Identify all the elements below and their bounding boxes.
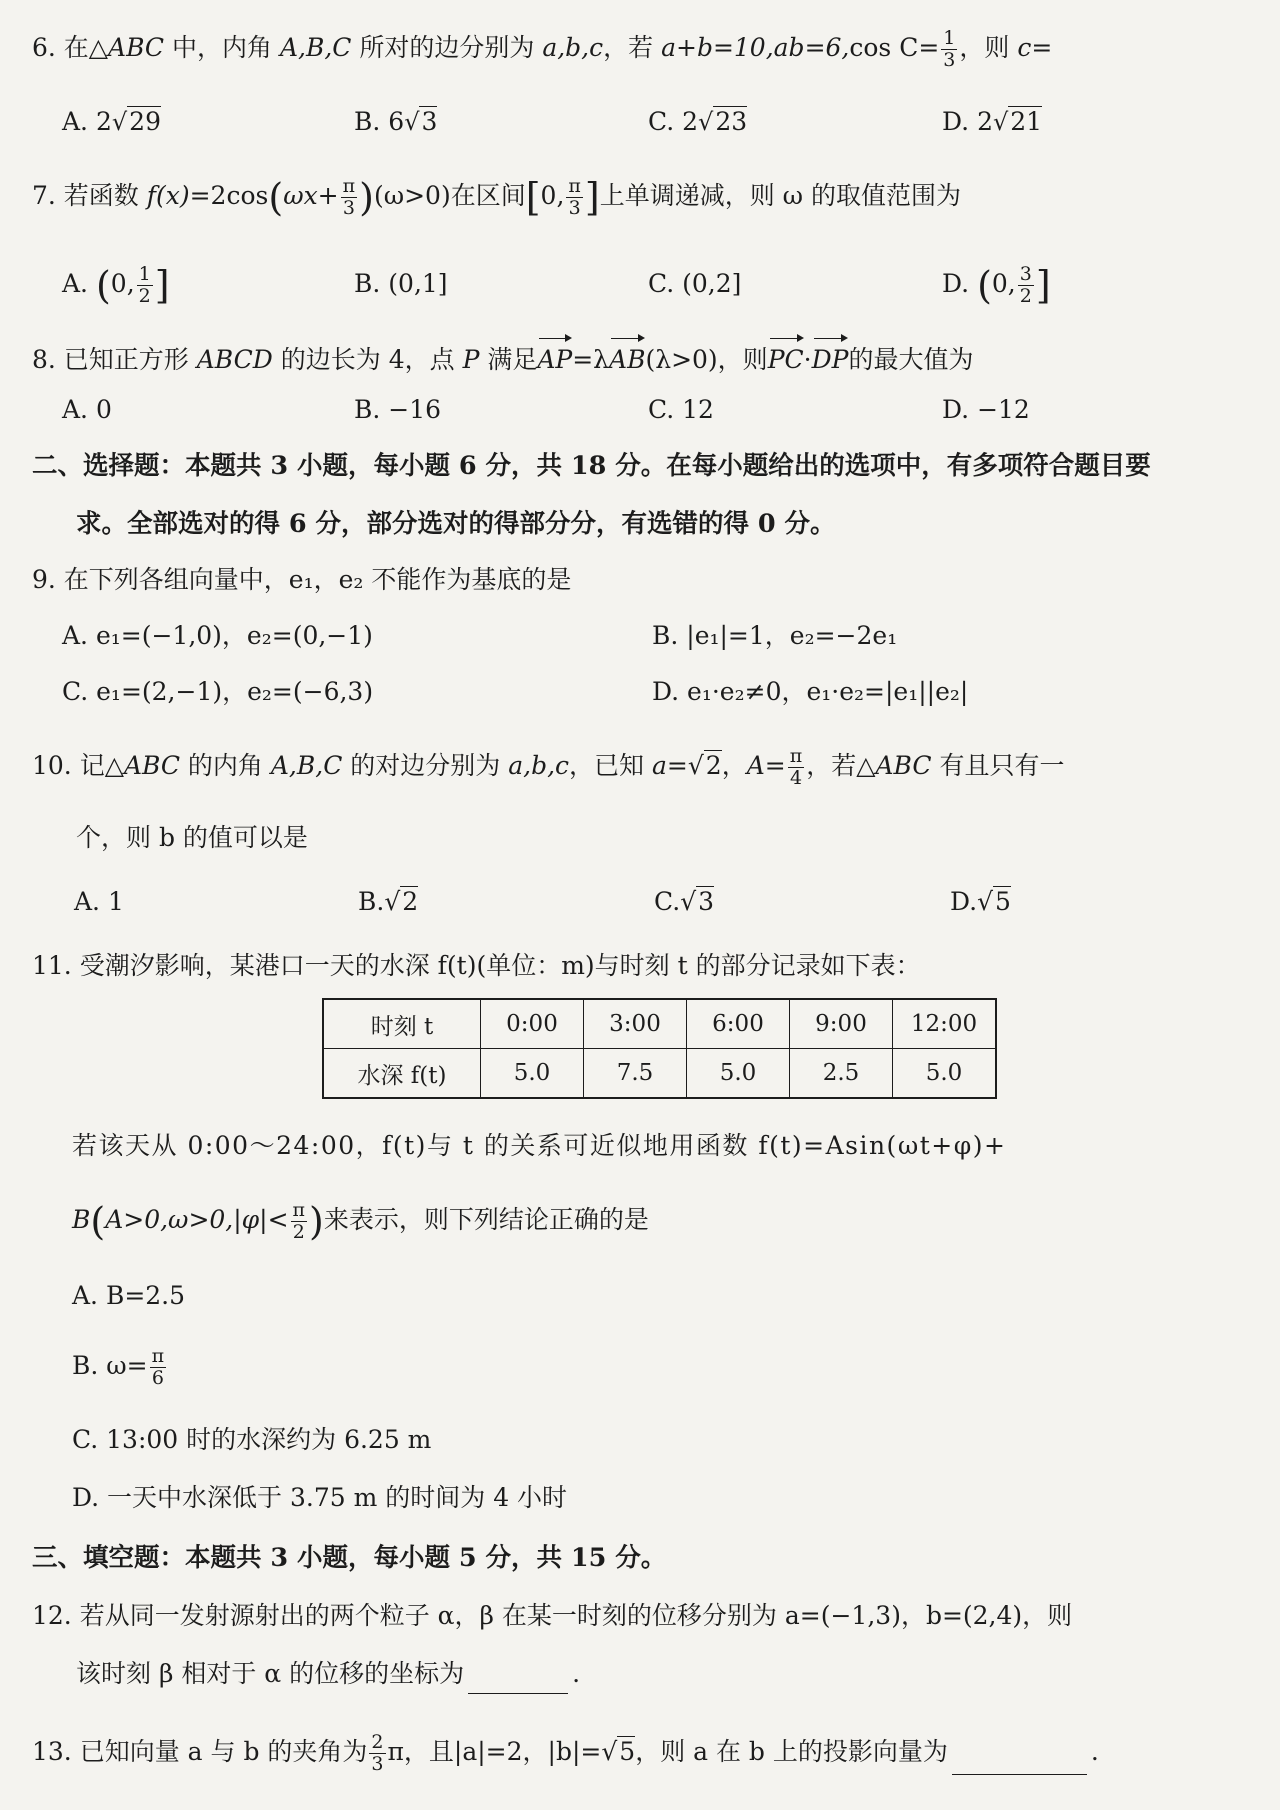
q7-text: 在区间	[450, 181, 526, 210]
q11-condition-line1: 若该天从 0:00～24:00，f(t)与 t 的关系可近似地用函数 f(t)=Asin(ωt+φ)+	[72, 1131, 1007, 1160]
q7-interval-fraction: $\frac{\pi}{3}$	[568, 175, 581, 219]
q8-option-d[interactable]: D. −12	[942, 395, 1030, 424]
q7-option-c[interactable]: C. (0,2]	[648, 269, 742, 298]
q12-stem-line2: 该时刻 β 相对于 α 的位移的坐标为 .	[76, 1654, 1248, 1694]
table-cell: 6:00	[687, 999, 790, 1049]
q9-stem: 9. 在下列各组向量中，e₁，e₂ 不能作为基底的是	[32, 565, 572, 594]
q7-text: 上单调递减，则 ω 的取值范围为	[599, 181, 962, 210]
q11-option-a[interactable]: A. B=2.5	[72, 1281, 186, 1310]
table-row	[323, 999, 996, 1049]
table-header-depth: 水深 f(t)	[323, 1049, 481, 1099]
q6-text: A,B,C	[279, 33, 352, 62]
q6-stem	[32, 28, 1248, 71]
q7-text: 7. 若函数	[32, 181, 147, 210]
q6-options	[62, 100, 1240, 144]
q8-option-b[interactable]: B. −16	[354, 395, 442, 424]
section-3-heading: 三、填空题：本题共 3 小题，每小题 5 分，共 15 分。	[32, 1543, 667, 1573]
q11-option-b[interactable]: B. ω= $\frac{\pi}{6}$	[72, 1345, 165, 1389]
q8-option-a[interactable]: A. 0	[62, 395, 112, 424]
q11-option-c[interactable]: C. 13:00 时的水深约为 6.25 m	[72, 1425, 432, 1454]
q10-stem-line2: 个，则 b 的值可以是	[76, 823, 308, 852]
q6-text: 6. 在△	[32, 33, 109, 62]
section-2-heading: 二、选择题：本题共 3 小题，每小题 6 分，共 18 分。在每小题给出的选项中，有多项符合题目要	[32, 451, 1151, 481]
q12-answer-blank[interactable]	[468, 1663, 568, 1694]
table-header-time: 时刻 t	[323, 999, 481, 1049]
section-2-instructions: 求。全部选对的得 6 分，部分选对的得部分分，有选错的得 0 分。	[76, 509, 836, 539]
q7-stem: 7. 若函数 f(x)=2cos(ωx+ $\frac{\pi}{3}$ )(ω>0)在区间[0, $\frac{\pi}{3}$ ]上单调递减，则 ω 的取值范围为	[32, 175, 962, 220]
q7-text: (ω>0)	[373, 181, 451, 210]
q6-option-d[interactable]: D. 2√21	[942, 107, 1043, 136]
q13-answer-blank[interactable]	[952, 1744, 1087, 1775]
q7-text: 0,	[540, 181, 565, 210]
q6-text: a,b,c	[542, 33, 604, 62]
table-cell: 0:00	[481, 999, 584, 1049]
q7-text: ωx+	[283, 181, 339, 210]
q7-text: f(x)	[146, 181, 190, 210]
q6-option-a[interactable]: A. 2√29	[62, 107, 161, 136]
q9-option-c[interactable]: C. e₁=(2,−1)，e₂=(−6,3)	[62, 677, 374, 706]
q6-text: c=	[1017, 33, 1053, 62]
q11-option-d[interactable]: D. 一天中水深低于 3.75 m 的时间为 4 小时	[72, 1483, 568, 1512]
table-row	[323, 1049, 996, 1099]
table-cell: 5.0	[687, 1049, 790, 1099]
q7-option-a[interactable]: A. (0, $\frac{1}{2}$ ]	[62, 263, 170, 308]
vector-ab: AB	[609, 336, 645, 380]
q13-stem: 13. 已知向量 a 与 b 的夹角为 $\frac{2}{3}$ π，且|a|=2，|b|=√5，则 a 在 b 上的投影向量为 .	[32, 1731, 1099, 1775]
table-cell: 12:00	[893, 999, 997, 1049]
q10-options	[62, 880, 1240, 924]
q11-stem: 11. 受潮汐影响，某港口一天的水深 f(t)(单位：m)与时刻 t 的部分记录如下表：	[32, 951, 921, 980]
q6-text: ABC	[108, 33, 165, 62]
table-cell: 5.0	[481, 1049, 584, 1099]
q7-option-b[interactable]: B. (0,1]	[354, 269, 448, 298]
q9-option-d[interactable]: D. e₁·e₂≠0，e₁·e₂=|e₁||e₂|	[652, 677, 969, 706]
q6-fraction: $\frac{1}{3}$	[943, 27, 956, 71]
q6-text: ，若	[603, 33, 662, 62]
table-cell: 3:00	[584, 999, 687, 1049]
q7-options	[62, 262, 1240, 306]
table-cell: 9:00	[790, 999, 893, 1049]
vector-dp: DP	[812, 336, 849, 380]
table-cell: 2.5	[790, 1049, 893, 1099]
table-cell: 7.5	[584, 1049, 687, 1099]
q12-stem: 12. 若从同一发射源射出的两个粒子 α，β 在某一时刻的位移分别为 a=(−1,3)，b=(2,4)，则	[32, 1601, 1073, 1630]
vector-ap: AP	[537, 336, 572, 380]
q6-option-c[interactable]: C. 2√23	[648, 107, 748, 136]
vector-pc: PC	[768, 336, 804, 380]
q7-option-d[interactable]: D. (0, $\frac{3}{2}$ ]	[942, 263, 1051, 308]
tide-table	[322, 998, 997, 1099]
q7-fraction: $\frac{\pi}{3}$	[342, 175, 356, 219]
q6-text: 中，内角	[164, 33, 280, 62]
q10-option-a[interactable]: A. 1	[74, 887, 124, 916]
q9-option-b[interactable]: B. |e₁|=1，e₂=−2e₁	[652, 621, 898, 650]
q10-fraction: $\frac{\pi}{4}$	[789, 745, 803, 789]
q8-option-c[interactable]: C. 12	[648, 395, 714, 424]
q10-option-b[interactable]: B.√2	[358, 887, 419, 916]
q8-options	[62, 388, 1240, 432]
table-cell: 5.0	[893, 1049, 997, 1099]
q13-fraction: $\frac{2}{3}$	[371, 1731, 384, 1775]
q6-text: 所对的边分别为	[351, 33, 543, 62]
q6-text: ，则	[959, 33, 1018, 62]
q9-option-a[interactable]: A. e₁=(−1,0)，e₂=(0,−1)	[62, 621, 373, 650]
q6-text: cos C=	[849, 33, 940, 62]
q7-text: =2cos	[189, 181, 269, 210]
q10-option-c[interactable]: C.√3	[654, 887, 715, 916]
q8-stem: 8. 已知正方形 ABCD 的边长为 4，点 P 满足AP=λAB(λ>0)，则PC·DP的最大值为	[32, 336, 1248, 380]
q6-option-b[interactable]: B. 6√3	[354, 107, 438, 136]
q6-text: a+b=10,ab=6,	[661, 33, 850, 62]
q10-stem: 10. 记△ABC 的内角 A,B,C 的对边分别为 a,b,c，已知 a=√2，A= $\frac{\pi}{4}$ ，若△ABC 有且只有一	[32, 745, 1065, 789]
q10-option-d[interactable]: D.√5	[950, 887, 1011, 916]
q11-condition-line2: B(A>0,ω>0,|φ|< $\frac{\pi}{2}$ )来表示，则下列结论正确的是	[72, 1199, 649, 1244]
